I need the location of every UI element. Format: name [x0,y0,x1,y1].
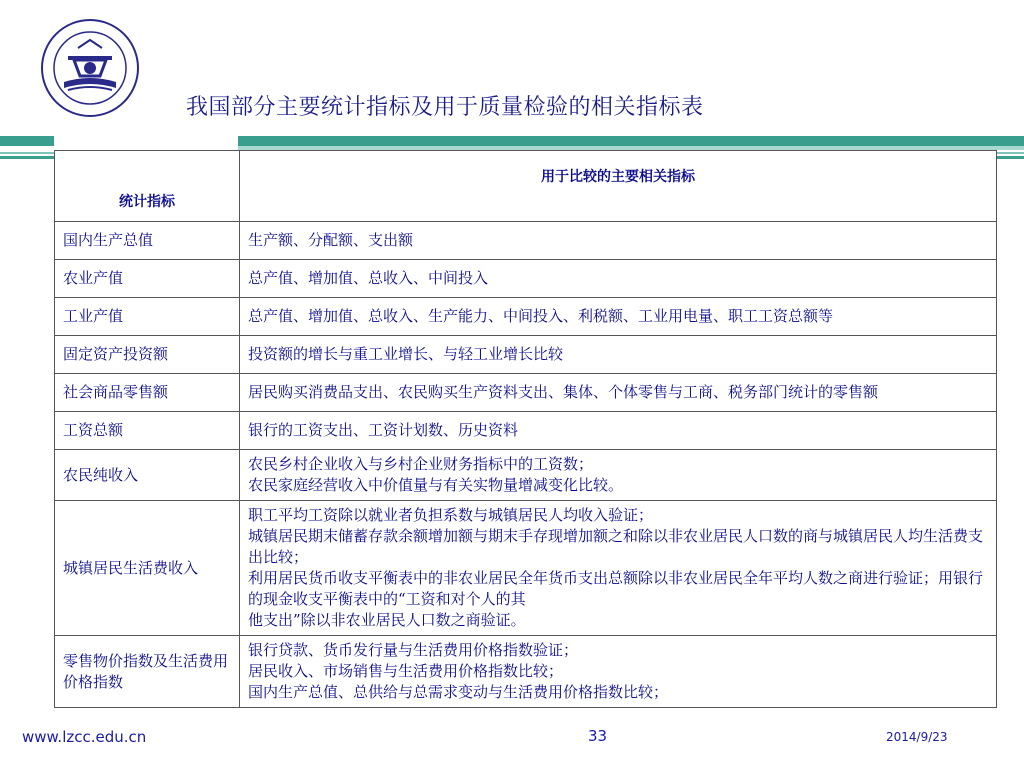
indicator-name: 社会商品零售额 [55,374,240,412]
table-row [55,260,997,298]
related-indicators [240,298,997,336]
related-indicator-line: 银行的工资支出、工资计划数、历史资料 [248,421,519,439]
header-cell-related: 用于比较的主要相关指标 [240,151,997,222]
header-cell-indicator: 统计指标 [55,151,240,222]
related-indicators [240,336,997,374]
school-emblem-icon [30,16,150,120]
related-indicators [240,636,997,708]
related-indicators [240,374,997,412]
related-indicators [240,501,997,636]
indicator-name: 零售物价指数及生活费用价格指数 [55,636,240,708]
related-indicator-line: 利用居民货币收支平衡表中的非农业居民全年货币支出总额除以非农业居民全年平均人数之商进行验证；用银行的现金收支平衡表中的“工资和对个人的其 [248,569,984,608]
indicator-name: 工资总额 [55,412,240,450]
indicator-name: 农民纯收入 [55,450,240,501]
table-row [55,336,997,374]
table-row [55,298,997,336]
related-indicator-line: 生产额、分配额、支出额 [248,231,414,249]
related-indicator-line: 居民购买消费品支出、农民购买生产资料支出、集体、个体零售与工商、税务部门统计的零售额 [248,383,879,401]
related-indicators [240,450,997,501]
related-indicator-line: 农民家庭经营收入中价值量与有关实物量增减变化比较。 [248,476,624,494]
related-indicator-line: 城镇居民期末储蓄存款余额增加额与期末手存现增加额之和除以非农业居民人口数的商与城镇居民人均生活费支出比较； [248,527,984,566]
table-row [55,374,997,412]
indicator-name: 国内生产总值 [55,222,240,260]
related-indicator-line: 职工平均工资除以就业者负担系数与城镇居民人均收入验证； [248,506,654,524]
related-indicator-line: 居民收入、市场销售与生活费用价格指数比较； [248,662,564,680]
indicator-name: 工业产值 [55,298,240,336]
table-header-row [55,151,997,222]
related-indicators [240,412,997,450]
related-indicator-line: 总产值、增加值、总收入、生产能力、中间投入、利税额、工业用电量、职工工资总额等 [248,307,834,325]
table-row [55,222,997,260]
page-title: 我国部分主要统计指标及用于质量检验的相关指标表 [186,95,704,120]
footer-date: 2014/9/23 [886,730,948,744]
related-indicator-line: 他支出”除以非农业居民人口数之商验证。 [248,611,526,629]
table-row [55,450,997,501]
table-row [55,501,997,636]
indicator-name: 农业产值 [55,260,240,298]
indicator-name: 城镇居民生活费收入 [55,501,240,636]
related-indicator-line: 投资额的增长与重工业增长、与轻工业增长比较 [248,345,564,363]
school-logo [30,16,150,120]
related-indicator-line: 银行贷款、货币发行量与生活费用价格指数验证； [248,641,579,659]
table-row [55,412,997,450]
indicator-name: 固定资产投资额 [55,336,240,374]
footer-url[interactable]: www.lzcc.edu.cn [22,728,147,746]
related-indicator-line: 农民乡村企业收入与乡村企业财务指标中的工资数； [248,455,594,473]
table-row [55,636,997,708]
indicator-table [54,150,997,708]
related-indicators [240,222,997,260]
related-indicator-line: 总产值、增加值、总收入、中间投入 [248,269,489,287]
page-number: 33 [588,727,608,745]
related-indicators [240,260,997,298]
related-indicator-line: 国内生产总值、总供给与总需求变动与生活费用价格指数比较； [248,683,669,701]
